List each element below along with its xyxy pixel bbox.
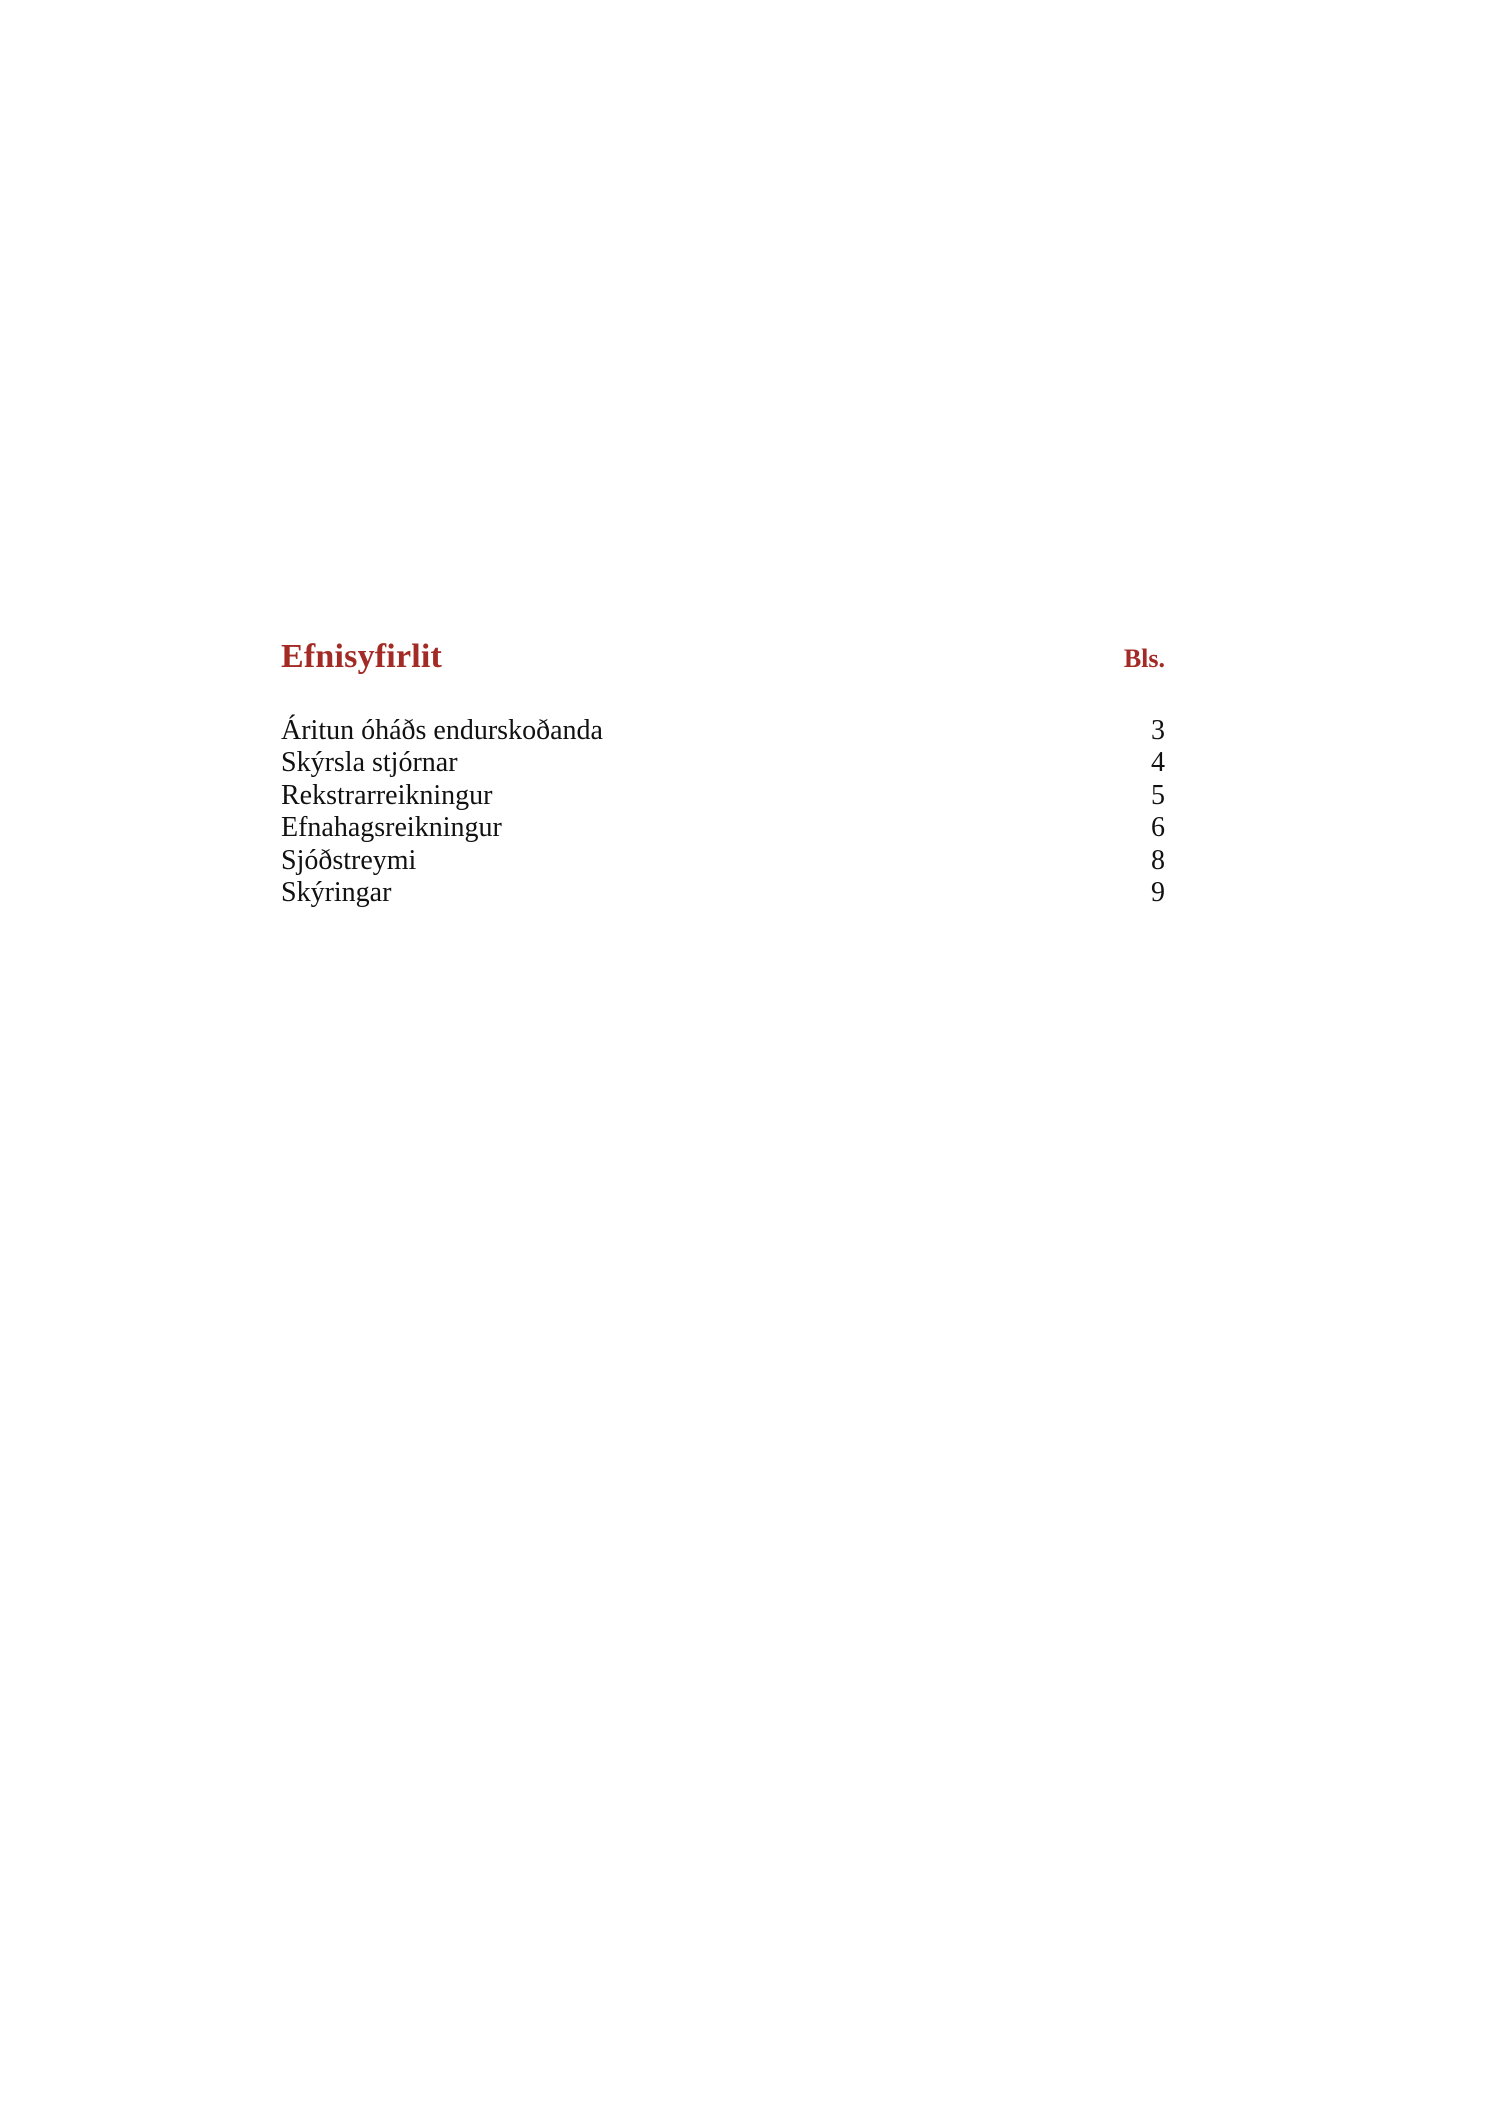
toc-entry xyxy=(281,845,1165,877)
toc-entry xyxy=(281,780,1165,812)
toc-entry-page-number: 5 xyxy=(1151,779,1165,811)
toc-entry-label: Skýringar xyxy=(281,876,392,908)
toc-entry-page-number: 9 xyxy=(1151,876,1165,908)
toc-header xyxy=(281,640,1165,674)
toc-entry-page-number: 3 xyxy=(1151,715,1165,746)
toc-entry-label: Rekstrarreikningur xyxy=(281,779,493,811)
page-number-column-header: Bls. xyxy=(1123,644,1165,673)
toc-entry-label: Skýrsla stjórnar xyxy=(281,747,458,779)
toc-entry-page-number: 4 xyxy=(1151,747,1165,779)
toc-entry xyxy=(281,747,1165,779)
toc-entry-label: Sjóðstreymi xyxy=(281,844,417,876)
toc-entry xyxy=(281,715,1165,747)
toc-entry xyxy=(281,877,1165,909)
table-of-contents xyxy=(281,640,1165,909)
toc-entry-label: Áritun óháðs endurskoðanda xyxy=(281,715,603,746)
toc-entry-label: Efnahagsreikningur xyxy=(281,812,502,844)
toc-entry-page-number: 8 xyxy=(1151,844,1165,876)
toc-entry xyxy=(281,812,1165,844)
page-title: Efnisyfirlit xyxy=(281,638,443,675)
toc-entry-list xyxy=(281,715,1165,909)
toc-entry-page-number: 6 xyxy=(1151,812,1165,844)
